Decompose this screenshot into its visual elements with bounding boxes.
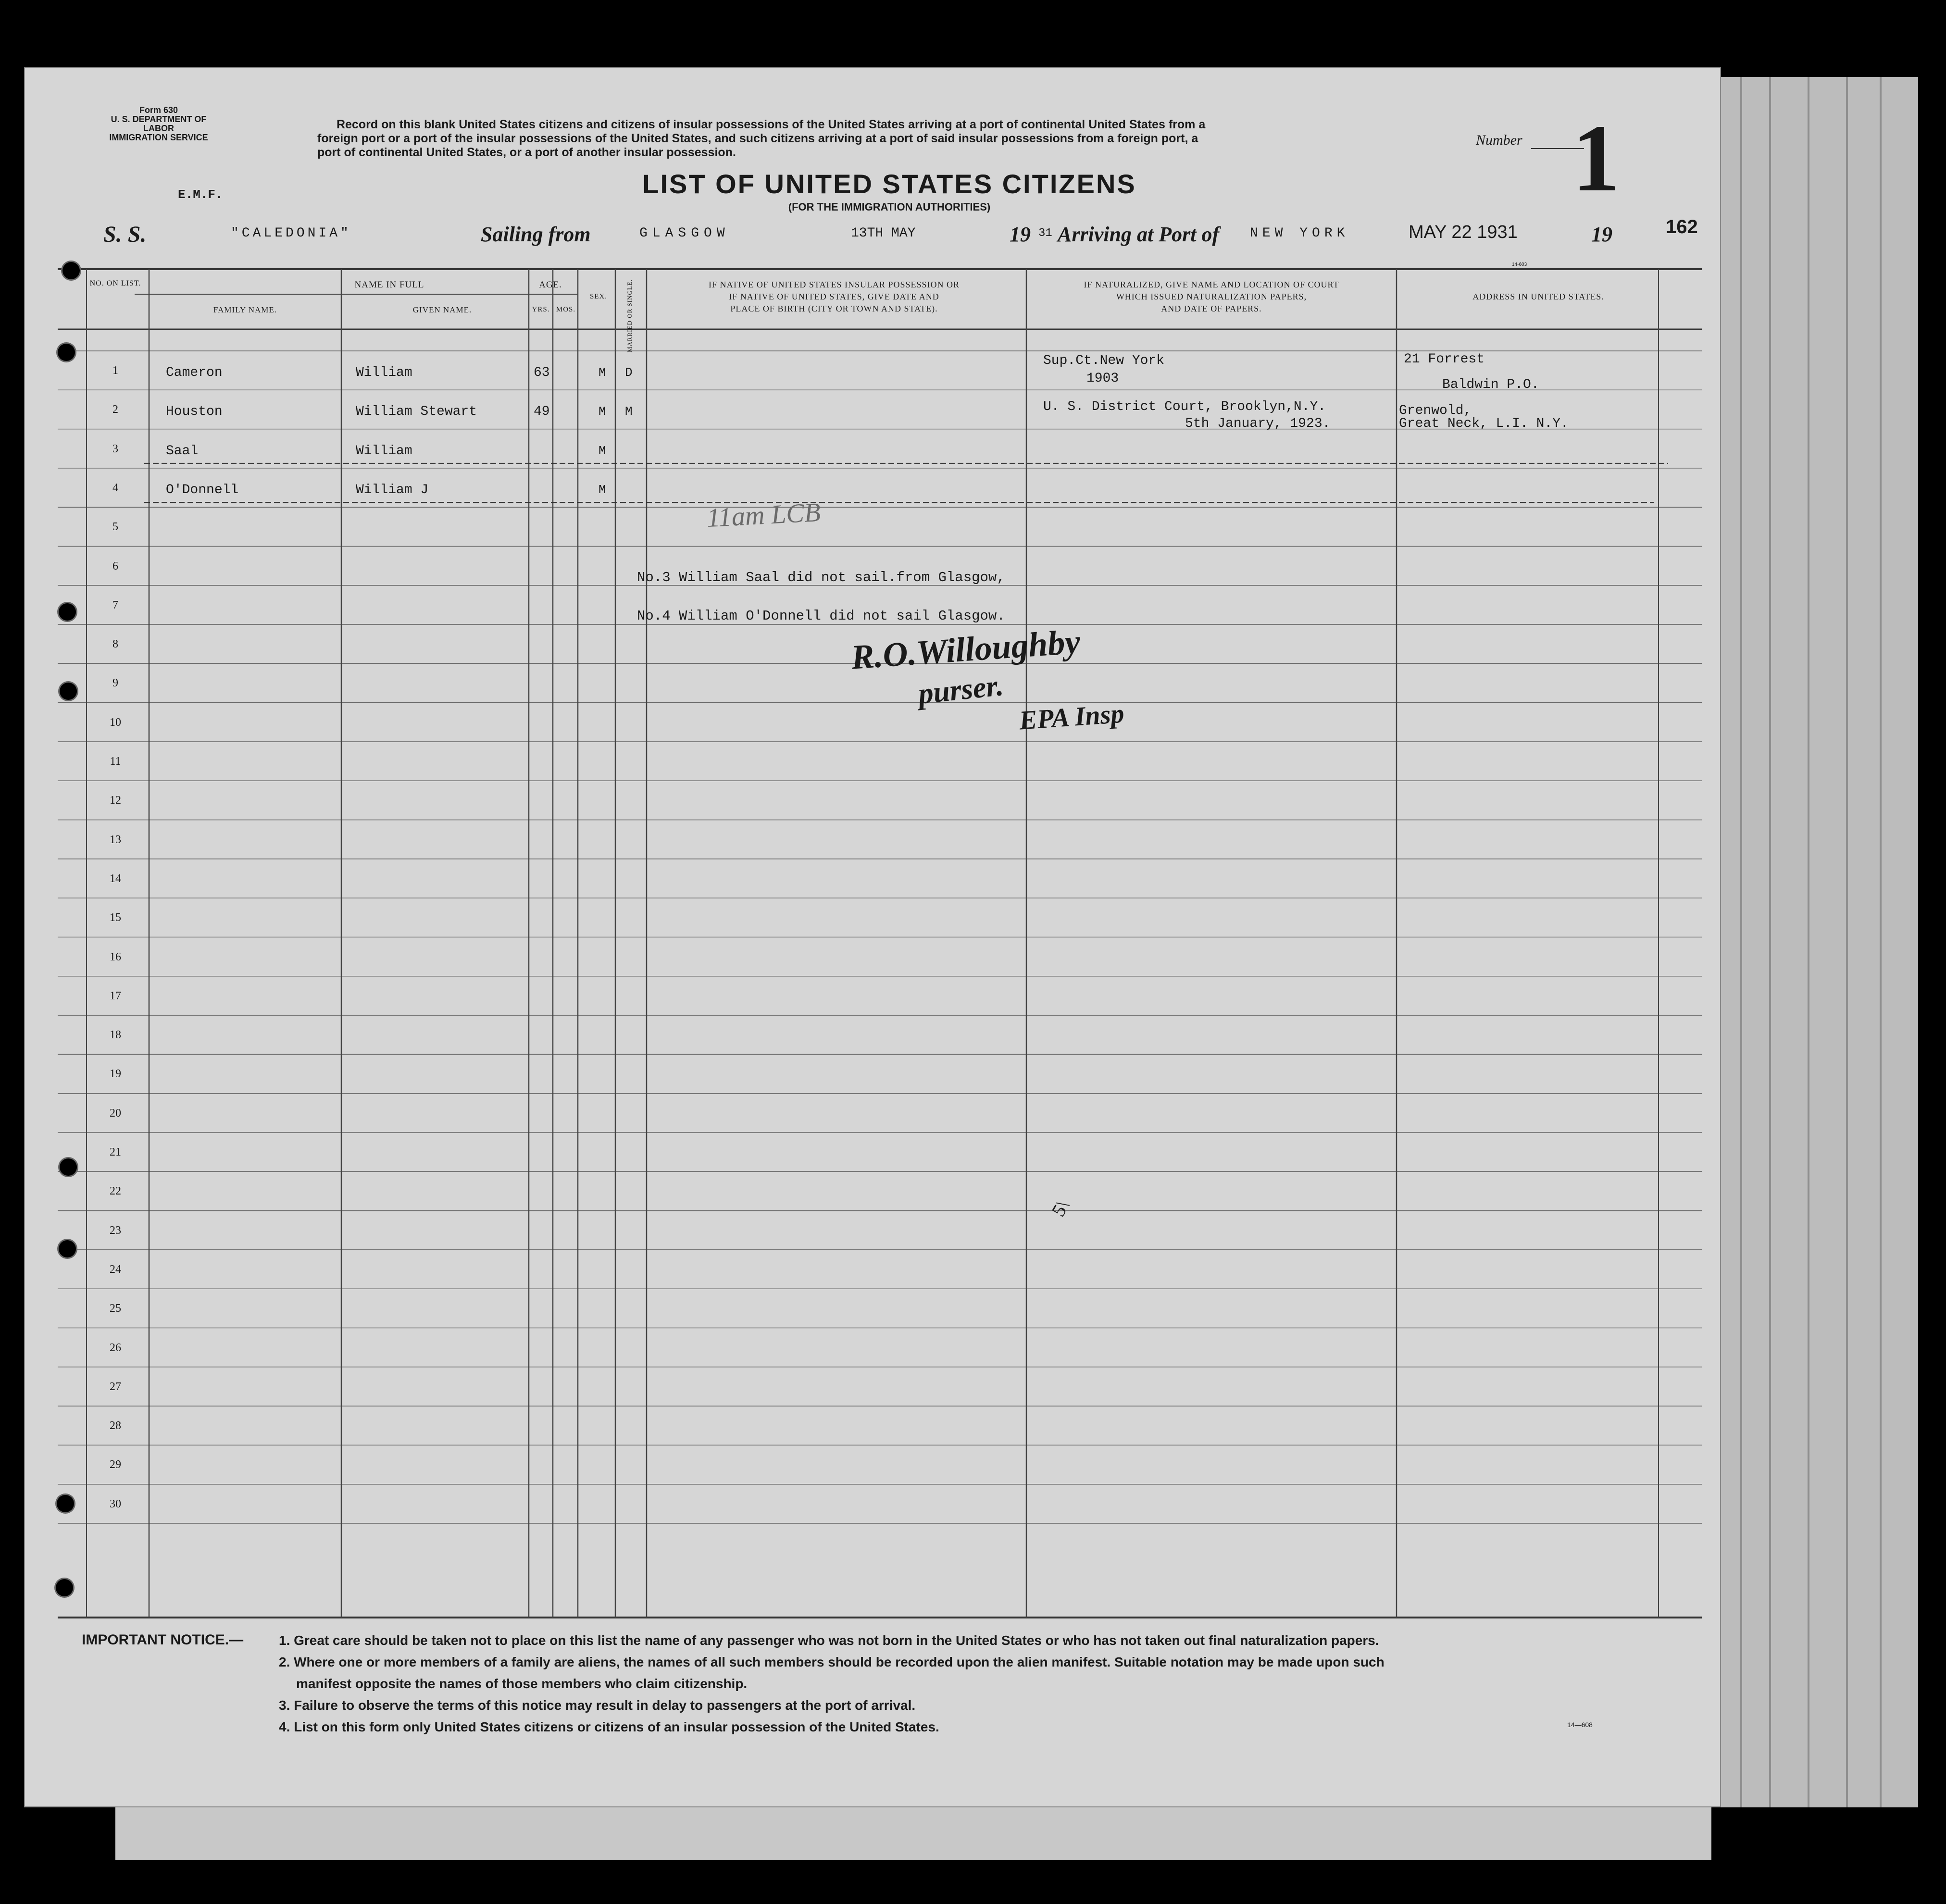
service: IMMIGRATION SERVICE [109,133,208,142]
sailing-date: 13TH MAY [851,226,916,241]
remark-note-2: No.4 William O'Donnell did not sail Glasgow. [637,608,1005,624]
address-line-2: Great Neck, L.I. N.Y. [1399,416,1569,432]
sailing-label: Sailing from [481,223,591,246]
instructions-line-3: port of continental United States, or a port of another insular possession. [317,146,736,159]
punch-hole [56,1579,73,1596]
col-native-line-3: PLACE OF BIRTH (CITY OR TOWN AND STATE). [730,304,938,313]
col-given: GIVEN NAME. [412,305,472,314]
row-number: 24 [110,1263,121,1276]
row-number: 25 [110,1302,121,1315]
col-no: NO. ON LIST. [89,279,141,287]
row-number: 22 [110,1185,121,1198]
from-port: GLASGOW [639,226,730,241]
year-suffix: 31 [1038,227,1052,240]
department: U. S. DEPARTMENT OF LABOR [111,114,207,133]
col-sex: SEX. [589,293,608,300]
court-date: 1903 [1086,371,1119,386]
col-naturalized [1026,279,1397,315]
stamp-mark: 5\ [1047,1196,1073,1220]
col-native-line-2: IF NATIVE OF UNITED STATES, GIVE DATE AND [729,292,939,301]
punch-hole [60,1158,77,1176]
manifest-page [24,67,1721,1807]
row-number: 14 [110,872,121,885]
notice-heading: IMPORTANT NOTICE.— [82,1632,244,1648]
arrival-stamp: MAY 22 1931 [1409,222,1518,242]
year-prefix: 19 [1010,223,1031,246]
family-name: Saal [166,443,199,459]
family-name: Houston [166,404,223,420]
to-port: NEW YORK [1250,226,1349,241]
row-number: 19 [110,1068,121,1081]
page-stack-edge [1711,77,1918,1807]
notice-item-3: 3. Failure to observe the terms of this notice may result in delay to passengers at the port of arrival. [279,1698,916,1713]
punch-hole [59,1240,76,1257]
instructions-line-2: foreign port or a port of the insular possessions of the United States, and such citizens arriving at a port of said insular possessions from a foreign port, a [317,132,1198,145]
marital-status: M [625,404,633,419]
row-number: 30 [110,1497,121,1510]
sex: M [599,365,606,380]
col-yrs: YRS. [532,306,550,313]
printer-code: 14-603 [1512,262,1527,267]
row-number: 4 [112,481,118,494]
family-name: O'Donnell [166,482,239,498]
notice-item-2: 2. Where one or more members of a family are aliens, the names of all such members should be recorded upon the alien manifest. Suitable notation may be made upon such [279,1655,1385,1669]
punch-hole [60,683,77,700]
punch-hole [59,603,76,621]
initials: E.M.F. [178,187,223,202]
instructions-line-1: Record on this blank United States citizens and citizens of insular possessions of the United States arriving at a port of continental United States from a [337,118,1206,131]
punch-hole [58,344,75,361]
col-name-in-full: NAME IN FULL [354,280,424,290]
court-date: 5th January, 1923. [1185,416,1331,432]
given-name: William [356,365,412,380]
given-name: William J [356,482,429,498]
row-number: 29 [110,1458,121,1471]
row-number: 10 [110,716,121,729]
row-number: 3 [112,442,118,455]
ship-name: "CALEDONIA" [231,226,351,241]
manifest-grid [24,67,1721,1807]
purser-title: purser. [916,669,1005,711]
col-native-line-1: IF NATIVE OF UNITED STATES INSULAR POSSESSION OR [708,280,960,289]
page-number: 162 [1666,216,1698,237]
col-native [647,279,1022,315]
ss-label: S. S. [103,222,147,247]
age-years: 49 [534,404,550,420]
page-subtitle: (FOR THE IMMIGRATION AUTHORITIES) [788,201,991,213]
col-natur-line-3: AND DATE OF PAPERS. [1161,304,1262,313]
col-natur-line-2: WHICH ISSUED NATURALIZATION PAPERS, [1116,292,1307,301]
col-address: ADDRESS IN UNITED STATES. [1472,292,1604,301]
sex: M [599,482,606,497]
row-number: 13 [110,833,121,846]
family-name: Cameron [166,365,223,380]
col-natur-line-1: IF NATURALIZED, GIVE NAME AND LOCATION OF COURT [1084,280,1339,289]
arriving-label: Arriving at Port of [1058,223,1220,246]
purser-signature: R.O.Willoughby [849,622,1082,677]
page-title: LIST OF UNITED STATES CITIZENS [642,169,1136,199]
row-number: 28 [110,1419,121,1432]
arrival-year-prefix: 19 [1591,223,1612,246]
row-number: 20 [110,1107,121,1120]
address-line-1: 21 Forrest [1404,352,1485,367]
row-number: 2 [112,403,118,416]
punch-hole [62,262,80,279]
address-line-2: Baldwin P.O. [1442,377,1539,392]
court-name: U. S. District Court, Brooklyn,N.Y. [1043,399,1326,415]
row-number: 11 [110,755,121,768]
given-name: William [356,443,412,459]
row-number: 6 [112,560,118,572]
sex: M [599,404,606,419]
age-years: 63 [534,365,550,380]
punch-hole [57,1495,74,1512]
handwritten-note-2: EPA Insp [1018,698,1125,736]
col-married: MARRIED OR SINGLE. [626,279,633,352]
col-mos: MOS. [556,306,576,313]
handwritten-note-1: 11am LCB [706,497,822,534]
notice-item-4: 4. List on this form only United States citizens or citizens of an insular possession of the United States. [279,1719,939,1734]
sex: M [599,443,606,458]
notice-form-code: 14—608 [1567,1721,1593,1729]
row-number: 27 [110,1380,121,1393]
row-number: 16 [110,950,121,963]
remark-note-1: No.3 William Saal did not sail.from Glasgow, [637,570,1005,585]
row-number: 5 [112,521,118,534]
row-number: 12 [110,794,121,807]
notice-items [279,1630,1673,1738]
row-number: 7 [112,598,118,611]
notice-item-1: 1. Great care should be taken not to place on this list the name of any passenger who was not born in the United States or who has not taken out final naturalization papers. [279,1633,1379,1648]
col-family: FAMILY NAME. [213,305,277,314]
court-name: Sup.Ct.New York [1043,353,1165,368]
col-age: AGE. [539,280,562,290]
row-number: 15 [110,911,121,924]
row-number: 21 [110,1146,121,1158]
form-number: Form 630 [139,105,178,115]
row-number: 26 [110,1341,121,1354]
number-value: 1 [1572,105,1620,212]
row-number: 18 [110,1029,121,1042]
given-name: William Stewart [356,404,477,420]
row-number: 8 [112,638,118,651]
row-number: 1 [112,364,118,377]
address-line-1: Grenwold, [1399,403,1472,419]
notice-item-2-cont: manifest opposite the names of those members who claim citizenship. [296,1676,748,1691]
row-number: 17 [110,989,121,1002]
number-label: Number [1476,132,1522,148]
row-number: 9 [112,677,118,690]
row-number: 23 [110,1224,121,1237]
marital-status: D [625,365,633,380]
